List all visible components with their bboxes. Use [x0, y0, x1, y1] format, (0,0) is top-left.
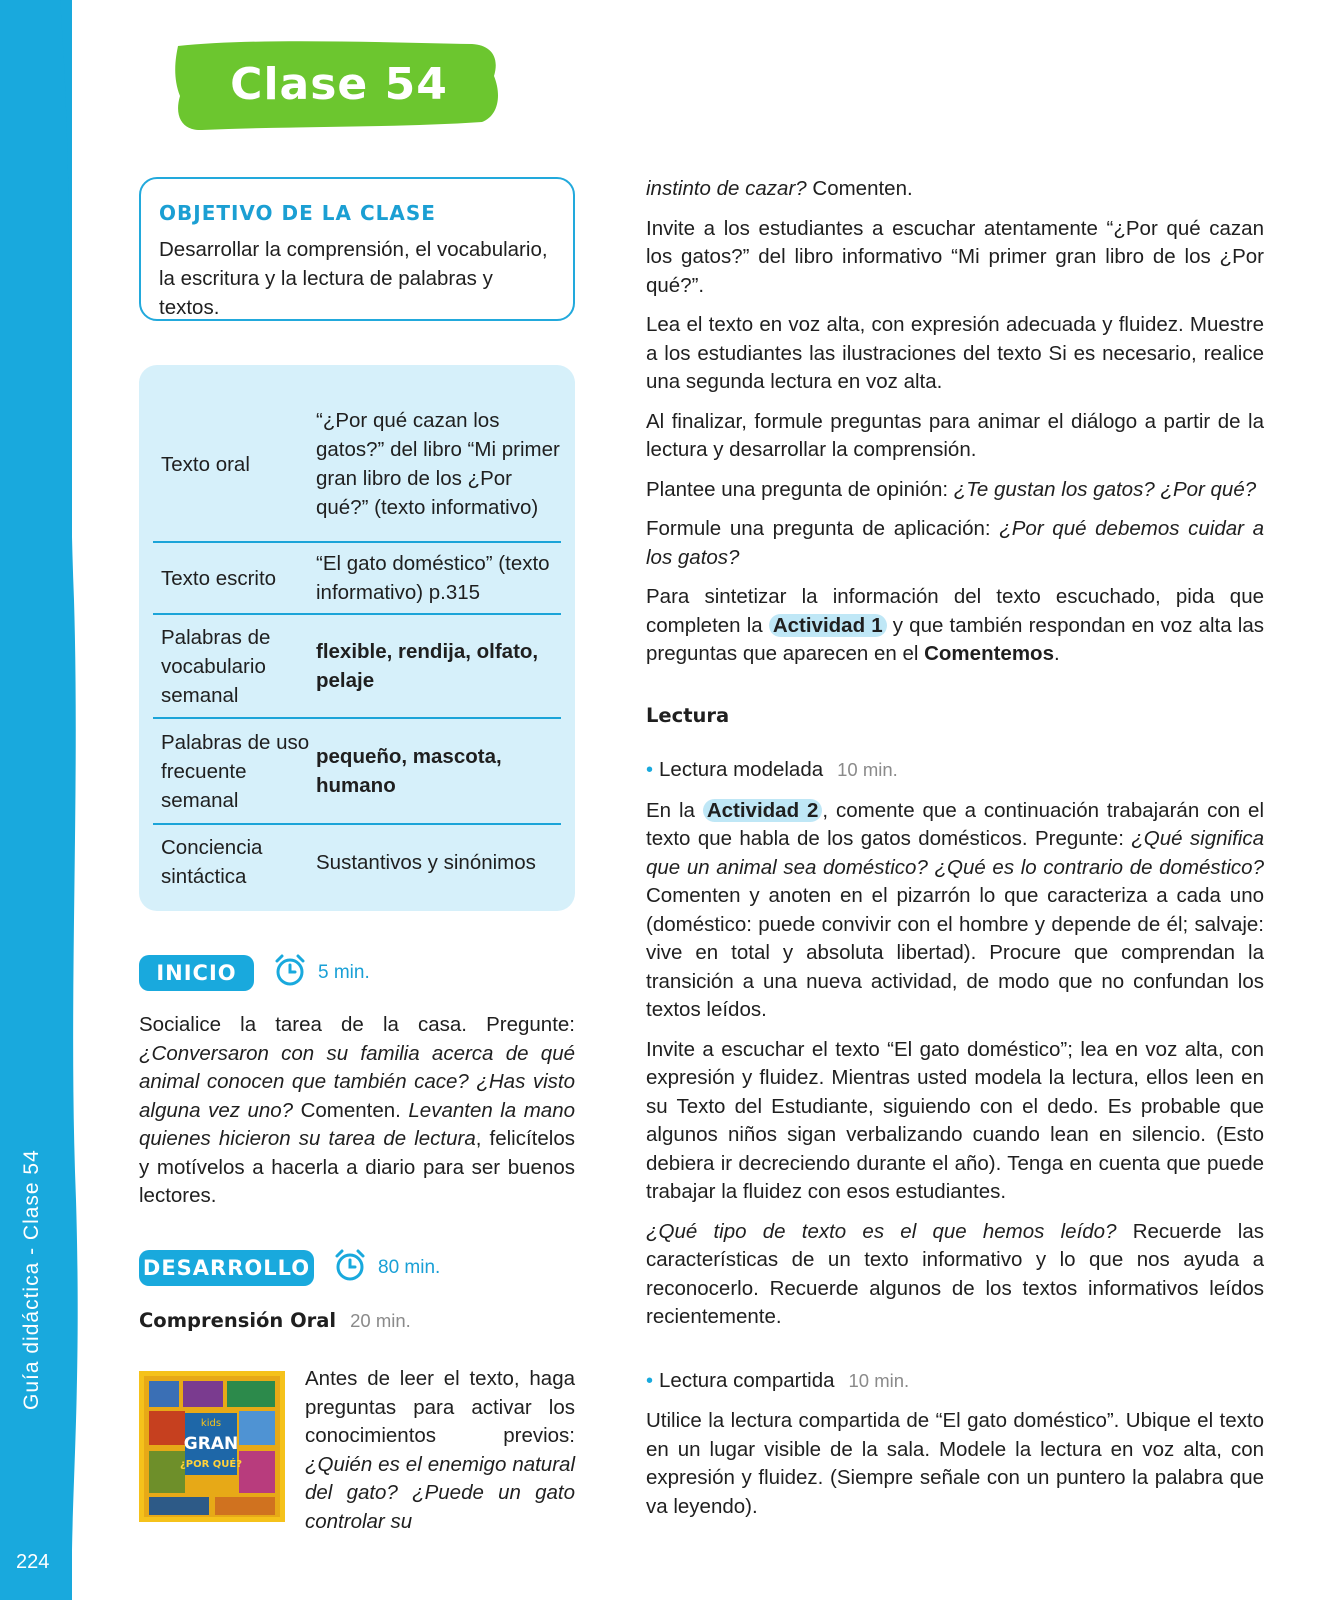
inicio-header [139, 952, 370, 993]
bullet-dot-icon: • [646, 1369, 654, 1392]
page-title: Clase 54 [230, 58, 448, 110]
lectura-compartida-time: 10 min. [848, 1369, 910, 1391]
row-label: Palabras de vocabulario semanal [161, 625, 271, 707]
objective-text: Desarrollar la comprensión, el vocabulario, la escritura y la lectura de palabras y textos. [159, 238, 548, 319]
desarrollo-header [139, 1247, 440, 1288]
row-value: pequeño, mascota, humano [316, 745, 502, 797]
comprension-oral-title: Comprensión Oral [139, 1309, 337, 1332]
paragraph: Invite a escuchar el texto “El gato doméstico”; lea en voz alta, con expresión y fluidez. Mientras usted modela la lectura, ellos leen en su Texto del Estudiante, siguiendo con el dedo. Es probable que algunos niños sigan verbalizando cuando lean en silencio. (Esto debiera ir decreciendo durante el año). Tenga en cuenta que puede trabajar la fluidez con esos estudiantes. [646, 1037, 1264, 1203]
row-value: flexible, rendija, olfato, pelaje [316, 640, 539, 692]
paragraph: En la Actividad 2 , comente que a continuación trabajarán con el texto que habla de los gatos domésticos. Pregunte: ¿Qué significa que un animal sea doméstico? ¿Qué es lo contrario de doméstico? Comenten y anoten en el pizarrón lo que caracteriza a cada uno (doméstico: puede convivir con el hombre y depende de él; salvaje: vive en total y absoluta libertad). Procure que comprendan la transición a una nueva actividad, de modo que no confundan los textos leídos. [646, 798, 1265, 1021]
table-row [153, 825, 561, 899]
objective-heading: OBJETIVO DE LA CLASE [159, 201, 436, 225]
desarrollo-time: 80 min. [378, 1256, 441, 1278]
desarrollo-badge: DESARROLLO [139, 1250, 314, 1286]
row-label: Palabras de uso frecuente semanal [161, 730, 310, 812]
inicio-time: 5 min. [318, 961, 370, 983]
row-value: “¿Por qué cazan los gatos?” del libro “Mi primer gran libro de los ¿Por qué?” (texto informativo) [316, 409, 560, 519]
paragraph: ¿Qué tipo de texto es el que hemos leído? Recuerde las características de un texto informativo y lo que nos ayuda a reconocerlo. Recuerde algunos de los textos informativos leídos recientemente. [646, 1219, 1265, 1328]
table-row [153, 387, 561, 543]
row-value: “El gato doméstico” (texto informativo) p.315 [316, 552, 550, 604]
paragraph: Formule una pregunta de aplicación: ¿Por qué debemos cuidar a los gatos? [646, 517, 1264, 569]
paragraph: Invite a los estudiantes a escuchar atentamente “¿Por qué cazan los gatos?” del libro informativo “Mi primer gran libro de los ¿Por qué?”. [646, 216, 1264, 297]
row-value: Sustantivos y sinónimos [316, 850, 536, 874]
lectura-modelada-heading [646, 756, 1264, 785]
bullet-dot-icon: • [646, 759, 654, 781]
comprension-oral-intro: Antes de leer el texto, haga preguntas para activar los conocimientos previos: ¿Quién es el enemigo natural del gato? ¿Puede un gato controlar su [305, 1367, 575, 1533]
summary-table [139, 365, 575, 911]
right-column-text [646, 175, 1264, 1532]
objective-box [139, 177, 575, 321]
lectura-modelada-time: 10 min. [837, 759, 898, 780]
actividad-1-highlight: Actividad 1 [769, 614, 887, 637]
book-cover-image [139, 1371, 285, 1522]
row-label: Texto oral [161, 452, 250, 476]
svg-text:kids: kids [200, 1418, 222, 1429]
lectura-compartida-label: Lectura compartida [659, 1368, 835, 1392]
actividad-2-highlight: Actividad 2 [703, 799, 823, 822]
comprension-oral-time: 20 min. [350, 1310, 411, 1331]
inicio-text: Socialice la tarea de la casa. Pregunte: ¿Conversaron con su familia acerca de qué animal conocen que también cace? ¿Has visto alguna vez uno? Comenten. Levanten la mano quienes hicieron su tarea de lectura, felicítelos y motívelos a hacerla a diario para ser buenos lectores. [139, 1013, 575, 1207]
lectura-compartida-heading [646, 1367, 1264, 1396]
inicio-badge: INICIO [139, 955, 254, 991]
lectura-modelada-label: Lectura modelada [659, 758, 824, 781]
sidebar-label: Guía didáctica - Clase 54 [20, 1149, 43, 1410]
paragraph: Utilice la lectura compartida de “El gato doméstico”. Ubique el texto en un lugar visible de la sala. Modele la lectura en voz alta, con expresión y fluidez. (Siempre señale con un puntero la palabra que va leyendo). [646, 1409, 1264, 1518]
row-label: Texto escrito [161, 566, 277, 590]
table-row [153, 615, 561, 719]
paragraph: Para sintetizar la información del texto escuchado, pida que completen la Actividad 1 y que también respondan en voz alta las preguntas que aparecen en el Comentemos. [646, 585, 1264, 665]
paragraph: Lea el texto en voz alta, con expresión adecuada y fluidez. Muestre a los estudiantes las ilustraciones del texto Si es necesario, realice una segunda lectura en voz alta. [646, 313, 1264, 393]
page-number: 224 [16, 1551, 50, 1573]
paragraph: instinto de cazar? Comenten. [646, 177, 913, 200]
comprension-oral-heading [139, 1309, 411, 1332]
svg-text:¿POR QUÉ?: ¿POR QUÉ? [179, 1459, 243, 1470]
paragraph: Al finalizar, formule preguntas para animar el diálogo a partir de la lectura y desarrollar la comprensión. [646, 409, 1264, 461]
lectura-heading: Lectura [646, 703, 730, 727]
table-row [153, 543, 561, 615]
alarm-clock-icon [272, 952, 308, 993]
paragraph: Plantee una pregunta de opinión: ¿Te gustan los gatos? ¿Por qué? [646, 477, 1257, 501]
title-banner [172, 36, 506, 132]
svg-text:GRAN: GRAN [183, 1434, 239, 1454]
row-label: Conciencia sintáctica [161, 836, 263, 888]
table-row [153, 719, 561, 825]
alarm-clock-icon [332, 1247, 368, 1288]
